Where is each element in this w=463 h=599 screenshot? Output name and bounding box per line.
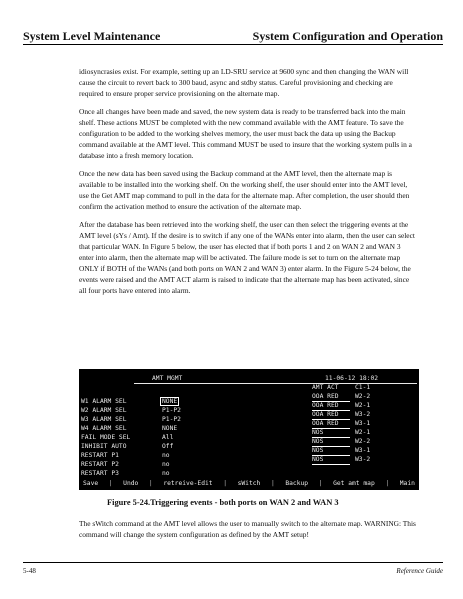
page-header [23,26,443,44]
alarm-name: OOA RED [312,401,350,411]
alarm-item [312,419,417,428]
alarm-source: W2-2 [355,438,371,445]
setting-value: Off [162,443,174,450]
alarm-source: W3-2 [355,456,371,463]
softkey-save: Save [83,480,99,487]
softkey-get-amt-map: Get amt map [333,480,375,487]
alarm-source: W3-1 [355,447,371,454]
alarm-item [312,401,417,410]
setting-label: RESTART P1 [81,452,119,459]
terminal-title: AMT MGMT [152,375,183,382]
terminal-screenshot [79,369,419,490]
alarm-name: OOA RED [312,392,350,402]
alarm-item [312,428,417,437]
paragraph: Once the new data has been saved using the Backup command at the AMT level, then the alternate map is available to be installed into the working shelf. On the working shelf, the user should enter into the AMT level, use the Get AMT map command to pull in the data for the alternate map. After completion, the user should then confirm the activation method to ensure the activation of the alternate map. [79,169,410,211]
setting-label: W2 ALARM SEL [81,407,127,414]
alarm-source: W3-1 [355,420,371,427]
alarm-name: OOA RED [312,419,350,429]
setting-label: FAIL MODE SEL [81,434,131,441]
softkey-bar: Save | Undo | retreive-Edit | sWitch | Backup | Get amt map | Main [83,480,415,487]
alarm-source: C1-1 [355,384,371,391]
alarm-name: AMT ACT [312,384,339,391]
warning-paragraph: The sWitch command at the AMT level allows the user to manually switch to the alternate map. WARNING: This command will change the system configuration as defined by the AMT setup! [79,519,416,539]
alarm-name: NOS [312,428,350,438]
footer-rule [23,562,443,563]
setting-value: All [162,434,174,441]
alarm-list [312,383,417,464]
body-text [79,66,417,303]
alarm-name: OOA RED [312,410,350,420]
setting-label: W3 ALARM SEL [81,416,127,423]
figure-caption: Figure 5-24.Triggering events - both ports on WAN 2 and WAN 3 [107,498,339,507]
alarm-item [312,410,417,419]
setting-value: NONE [162,398,178,405]
alarm-source: W2-2 [355,393,371,400]
softkey-backup: Backup [285,480,309,487]
header-right-title: System Configuration and Operation [252,29,443,43]
page-footer [23,567,443,575]
softkey-retreive-edit: retreive-Edit [163,480,213,487]
terminal-datetime: 11-06-12 18:02 [325,375,379,382]
setting-label: W1 ALARM SEL [81,398,127,405]
paragraph: Once all changes have been made and saved, the new system data is ready to be transferred back into the main shelf. These actions MUST be completed with the new command available with the AMT feature. To save the configuration to be added to the working shelves memory, the user must back the data up using the Backup command available at the AMT level. This command MUST be used to insure that the working system pulls in a database into a fresh memory location. [79,107,412,160]
header-rule [23,44,443,45]
softkey-switch: sWitch [237,480,261,487]
setting-value: P1-P2 [162,416,181,423]
setting-label: W4 ALARM SEL [81,425,127,432]
setting-label: INHIBIT AUTO [81,443,127,450]
alarm-item [312,455,417,464]
alarm-name: NOS [312,446,350,456]
setting-value: NONE [162,425,178,432]
alarm-item [312,446,417,455]
softkey-undo: Undo [123,480,139,487]
guide-title: Reference Guide [396,567,443,575]
alarm-name: NOS [312,437,350,447]
paragraph: idiosyncrasies exist. For example, setting up an LD-SRU service at 9600 sync and then changing the WAN will cause the circuit to revert back to 300 baud, async and stdby status. Careful provisioning and checking are required to ensure proper service provisioning on the alternate map. [79,67,409,98]
terminal-title-bar [79,374,419,383]
setting-label: RESTART P2 [81,461,119,468]
alarm-source: W2-1 [355,429,371,436]
paragraph: After the database has been retrieved into the working shelf, the user can then select the triggering events at the AMT level (sYs / Amt). If the desire is to switch if any one of the WANs enter into alarm, then the user can select that particular WAN. In Figure 5 below, the user has elected that if both ports 1 and 2 on WAN 2 and WAN 3 enter into alarm, then the alternate map will be activated. The failure mode is set to turn on the alternate map ONLY if BOTH of the WANs (and both ports on WAN 2 and WAN 3) enter alarm. In the Figure 5-24 below, the events were raised and the AMT ACT alarm is raised to indicate that the alternate map has been activated, since all four ports have entered into alarm. [79,220,415,295]
setting-value: P1-P2 [162,407,181,414]
setting-label: RESTART P3 [81,470,119,477]
alarm-item [312,392,417,401]
page-number: 5-48 [23,567,36,575]
alarm-source: W2-1 [355,402,371,409]
setting-value: no [162,461,170,468]
softkey-main: Main [399,480,415,487]
header-left-title: System Level Maintenance [23,29,161,43]
alarm-item [312,383,417,392]
alarm-name: NOS [312,455,350,465]
alarm-source: W3-2 [355,411,371,418]
alarm-item [312,437,417,446]
setting-value: no [162,452,170,459]
setting-value: no [162,470,170,477]
